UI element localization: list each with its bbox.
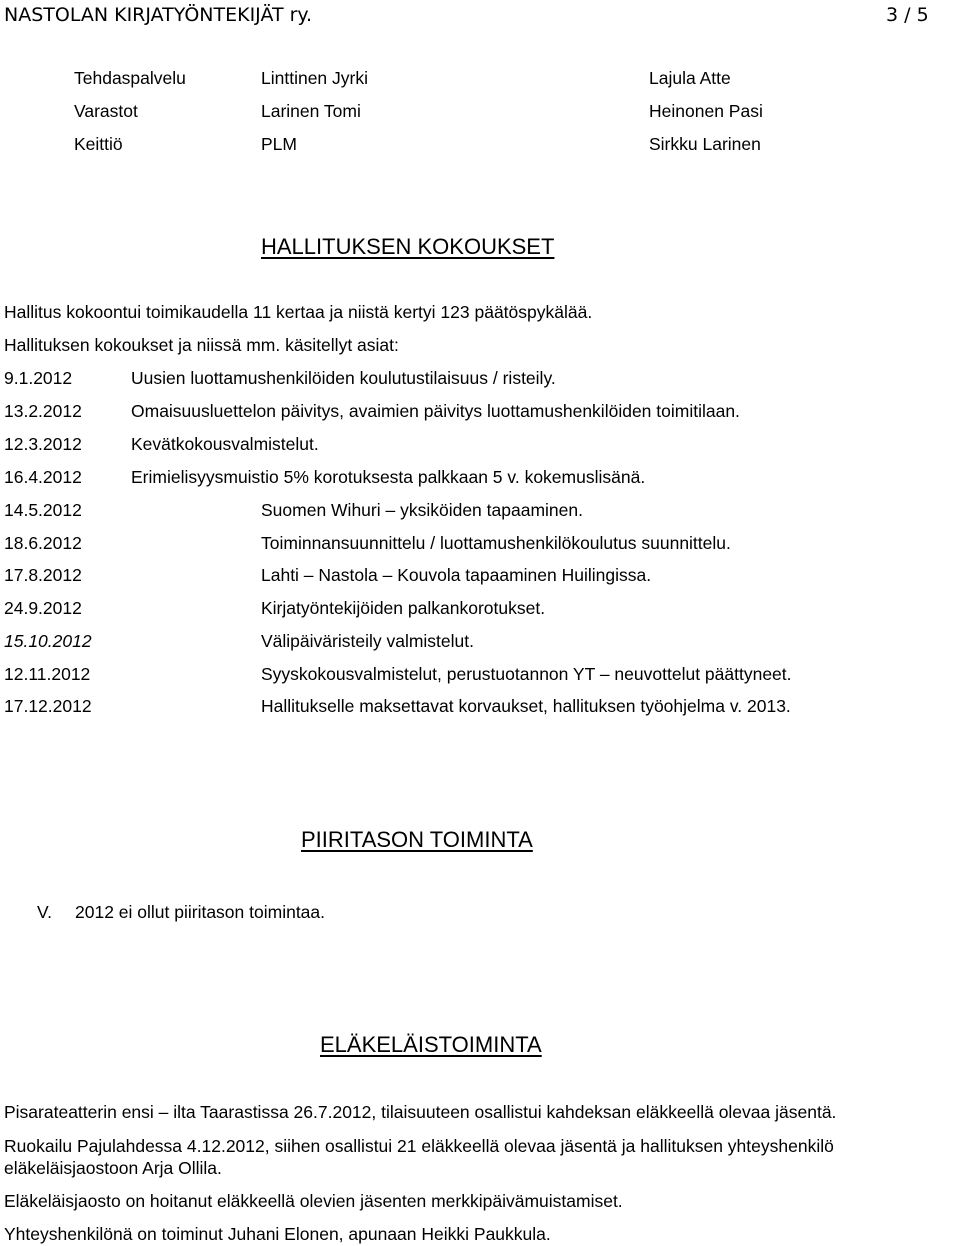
roster-dept: Tehdaspalvelu — [74, 68, 186, 88]
meeting-topic: Toiminnansuunnittelu / luottamushenkilökoulutus suunnittelu. — [261, 533, 731, 553]
district-text: 2012 ei ollut piiritason toimintaa. — [75, 902, 326, 922]
meetings-intro-list: Hallituksen kokoukset ja niissä mm. käsitellyt asiat: — [4, 335, 399, 355]
roster-dept: Varastot — [74, 101, 138, 121]
meeting-date: 17.8.2012 — [4, 565, 82, 585]
meeting-topic: Erimielisyysmuistio 5% korotuksesta palkkaan 5 v. kokemuslisänä. — [131, 467, 646, 487]
roster-person: Heinonen Pasi — [649, 101, 763, 121]
meeting-topic: Omaisuusluettelon päivitys, avaimien päivitys luottamushenkilöiden toimitilaan. — [131, 401, 740, 421]
roster-person: Larinen Tomi — [261, 101, 361, 121]
meeting-date: 14.5.2012 — [4, 500, 82, 520]
retirees-paragraph: Pisarateatterin ensi – ilta Taarastissa 26.7.2012, tilaisuuteen osallistui kahdeksan eläkkeellä olevaa jäsentä. — [4, 1102, 837, 1122]
meeting-topic: Lahti – Nastola – Kouvola tapaaminen Huilingissa. — [261, 565, 652, 585]
meeting-date: 16.4.2012 — [4, 467, 82, 487]
roster-person: Sirkku Larinen — [649, 134, 761, 154]
retirees-paragraph: Yhteyshenkilönä on toiminut Juhani Elonen, apunaan Heikki Paukkula. — [4, 1224, 551, 1244]
meeting-date: 17.12.2012 — [4, 696, 92, 716]
section-heading-retirees: ELÄKELÄISTOIMINTA — [320, 1032, 542, 1057]
meeting-topic: Kirjatyöntekijöiden palkankorotukset. — [261, 598, 546, 618]
retirees-paragraph: Eläkeläisjaosto on hoitanut eläkkeellä olevien jäsenten merkkipäivämuistamiset. — [4, 1191, 623, 1211]
meetings-intro: Hallitus kokoontui toimikaudella 11 kertaa ja niistä kertyi 123 päätöspykälää. — [4, 302, 593, 322]
meeting-topic: Välipäiväristeily valmistelut. — [261, 631, 474, 651]
meeting-date: 24.9.2012 — [4, 598, 82, 618]
meeting-topic: Uusien luottamushenkilöiden koulutustilaisuus / risteily. — [131, 368, 556, 388]
roster-dept: Keittiö — [74, 134, 123, 154]
retirees-paragraph-continued: eläkeläisjaostoon Arja Ollila. — [4, 1158, 222, 1178]
meeting-topic: Suomen Wihuri – yksiköiden tapaaminen. — [261, 500, 583, 520]
document-header-org: NASTOLAN KIRJATYÖNTEKIJÄT ry. — [4, 4, 312, 26]
retirees-paragraph: Ruokailu Pajulahdessa 4.12.2012, siihen osallistui 21 eläkkeellä olevaa jäsentä ja hallituksen yhteyshenkilö — [4, 1136, 834, 1156]
district-label: V. — [37, 902, 52, 922]
meeting-topic: Hallitukselle maksettavat korvaukset, hallituksen työohjelma v. 2013. — [261, 696, 791, 716]
meeting-date: 15.10.2012 — [4, 631, 92, 651]
roster-person: Linttinen Jyrki — [261, 68, 368, 88]
section-heading-district: PIIRITASON TOIMINTA — [301, 827, 533, 852]
roster-person: PLM — [261, 134, 297, 154]
section-heading-meetings: HALLITUKSEN KOKOUKSET — [261, 234, 555, 259]
meeting-date: 9.1.2012 — [4, 368, 73, 388]
page-number: 3 / 5 — [886, 4, 929, 26]
meeting-topic: Syyskokousvalmistelut, perustuotannon YT – neuvottelut päättyneet. — [261, 664, 792, 684]
meeting-topic: Kevätkokousvalmistelut. — [131, 434, 319, 454]
meeting-date: 18.6.2012 — [4, 533, 82, 553]
meeting-date: 12.3.2012 — [4, 434, 82, 454]
roster-person: Lajula Atte — [649, 68, 731, 88]
meeting-date: 12.11.2012 — [4, 664, 91, 684]
meeting-date: 13.2.2012 — [4, 401, 82, 421]
